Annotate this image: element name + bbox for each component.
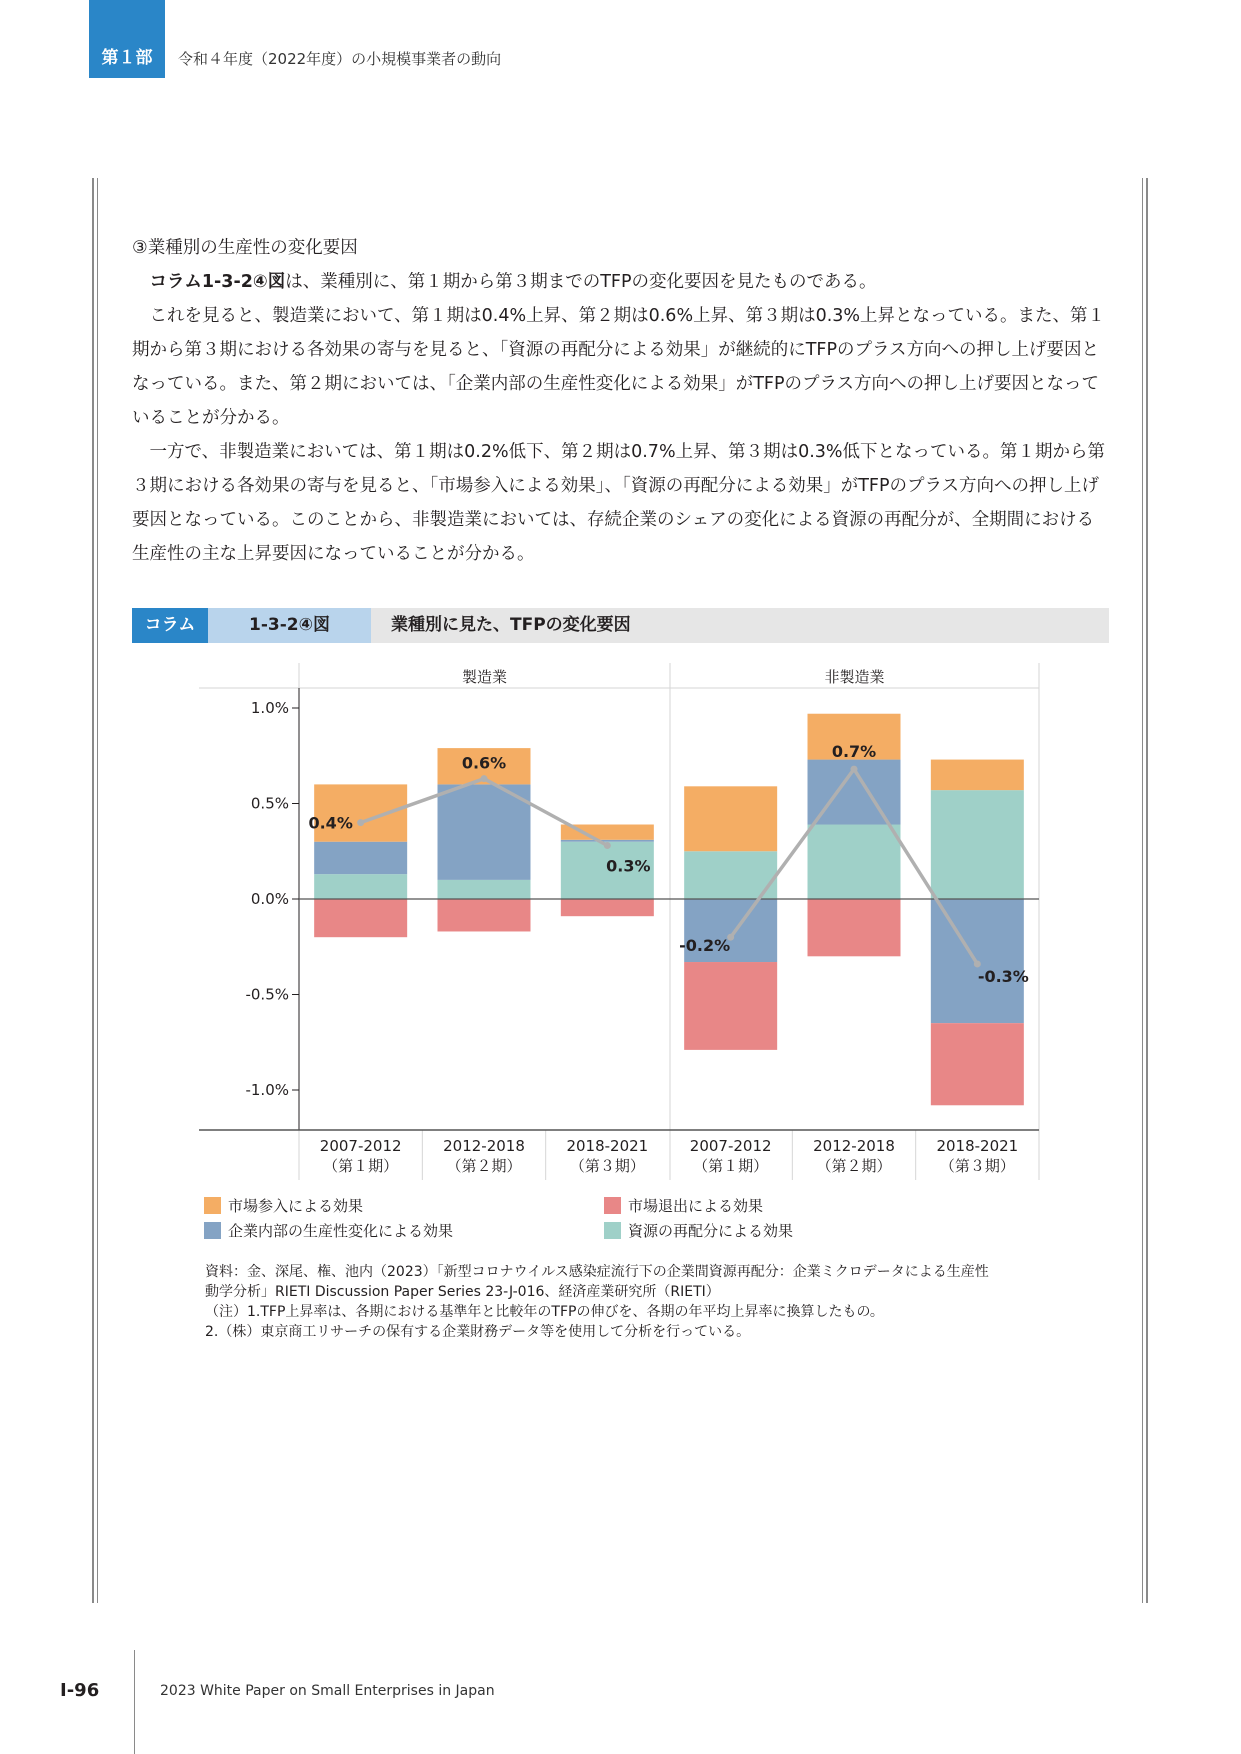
legend-item-within [204, 1220, 453, 1241]
caption-tag: コラム [132, 608, 208, 643]
panel-header: 非製造業 [824, 668, 885, 686]
tfp-point [604, 842, 611, 849]
footer-separator [134, 1650, 135, 1754]
x-category-sublabel: （第１期） [323, 1157, 399, 1175]
legend-label-exit: 市場退出による効果 [628, 1197, 764, 1215]
bar-segment [931, 790, 1024, 899]
legend-swatch-realloc [604, 1222, 621, 1239]
y-tick-label: -0.5% [245, 985, 289, 1004]
caption-title: 業種別に見た、TFPの変化要因 [391, 615, 631, 635]
legend-label-entry: 市場参入による効果 [228, 1197, 364, 1215]
x-category-label: 2018-2021 [936, 1137, 1019, 1155]
tfp-point [357, 819, 364, 826]
source-line-2: 動学分析」RIETI Discussion Paper Series 23-J-016、経済産業研究所（RIETI） [205, 1284, 720, 1300]
x-category-label: 2012-2018 [813, 1137, 895, 1155]
legend-item-realloc [604, 1220, 793, 1241]
part-label: 第１部 [101, 48, 153, 68]
footer-title: 2023 White Paper on Small Enterprises in Japan [160, 1683, 495, 1699]
caption-number: 1-3-2④図 [208, 608, 371, 643]
x-category-label: 2007-2012 [319, 1137, 402, 1155]
figure-notes [205, 1262, 1085, 1342]
tfp-data-label: 0.3% [606, 856, 651, 876]
tfp-data-label: 0.7% [831, 742, 877, 762]
x-category-sublabel: （第３期） [569, 1157, 645, 1175]
x-category-sublabel: （第１期） [693, 1157, 769, 1175]
legend-label-within: 企業内部の生産性変化による効果 [228, 1222, 454, 1240]
bar-segment [684, 962, 777, 1050]
legend-swatch-entry [204, 1197, 221, 1214]
bar-segment [931, 1023, 1024, 1105]
bar-segment [438, 784, 531, 880]
y-tick-label: 0.0% [250, 890, 289, 908]
x-category-sublabel: （第３期） [939, 1157, 1015, 1175]
bar-segment [561, 899, 654, 916]
y-tick-label: 0.5% [250, 794, 289, 813]
legend-item-entry [204, 1195, 363, 1216]
x-category-sublabel: （第２期） [446, 1157, 522, 1175]
bar-segment [561, 840, 654, 842]
bar-segment [314, 842, 407, 874]
bar-segment [808, 825, 901, 899]
bar-segment [684, 786, 777, 851]
x-category-label: 2018-2021 [566, 1137, 649, 1155]
y-tick-label: 1.0% [250, 699, 289, 717]
legend-item-exit [604, 1195, 763, 1216]
running-header-title: 令和４年度（2022年度）の小規模事業者の動向 [178, 50, 502, 68]
note-line-2: 2.（株）東京商工リサーチの保有する企業財務データ等を使用して分析を行っている。 [205, 1324, 751, 1340]
tfp-data-label: -0.3% [977, 966, 1029, 986]
bar-segment [931, 760, 1024, 791]
section-heading: ③業種別の生産性の変化要因 [132, 238, 358, 258]
legend-swatch-exit [604, 1197, 621, 1214]
tfp-data-label: 0.4% [308, 813, 353, 833]
x-category-label: 2007-2012 [689, 1137, 772, 1155]
bar-segment [314, 874, 407, 899]
y-tick-label: -1.0% [245, 1081, 289, 1099]
source-line-1: 資料：金、深尾、権、池内（2023）「新型コロナウイルス感染症流行下の企業間資源再配分：企業ミクロデータによる生産性 [205, 1264, 989, 1280]
legend-label-realloc: 資源の再配分による効果 [628, 1222, 794, 1240]
tfp-point [851, 766, 858, 773]
bar-segment [438, 899, 531, 931]
x-category-sublabel: （第２期） [816, 1157, 892, 1175]
page-number: Ⅰ-96 [60, 1680, 100, 1701]
paragraph-3: 一方で、非製造業においては、第１期は0.2%低下、第２期は0.7%上昇、第３期は0.3%低下となっている。第１期から第３期における各効果の寄与を見ると、「市場参入による効果」、「資源の再配分による効果」がTFPのプラス方向への押し上げ要因となっている。このことから、非製造業においては、存続企業のシェアの変化による資源の再配分が、全期間における生産性の主な上昇要因になっていることが分かる。 [132, 442, 1106, 564]
tfp-point [481, 775, 488, 782]
bar-segment [808, 899, 901, 956]
note-line-1: （注）1.TFP上昇率は、各期における基準年と比較年のTFPの伸びを、各期の年平均上昇率に換算したもの。 [205, 1304, 884, 1320]
x-category-label: 2012-2018 [443, 1137, 525, 1155]
legend-swatch-within [204, 1222, 221, 1239]
figure-reference: コラム1-3-2④図 [149, 272, 286, 292]
paragraph-2: これを見ると、製造業において、第１期は0.4%上昇、第２期は0.6%上昇、第３期は0.3%上昇となっている。また、第１期から第３期における各効果の寄与を見ると、「資源の再配分による効果」が継続的にTFPのプラス方向への押し上げ要因となっている。また、第２期においては、「企業内部の生産性変化による効果」がTFPのプラス方向への押し上げ要因となっていることが分かる。 [132, 306, 1106, 428]
bar-segment [314, 899, 407, 937]
tfp-data-label: -0.2% [679, 936, 731, 956]
panel-header: 製造業 [461, 668, 508, 686]
paragraph-1-rest: は、業種別に、第１期から第３期までのTFPの変化要因を見たものである。 [285, 272, 877, 292]
bar-segment [438, 880, 531, 899]
tfp-data-label: 0.6% [461, 753, 507, 773]
